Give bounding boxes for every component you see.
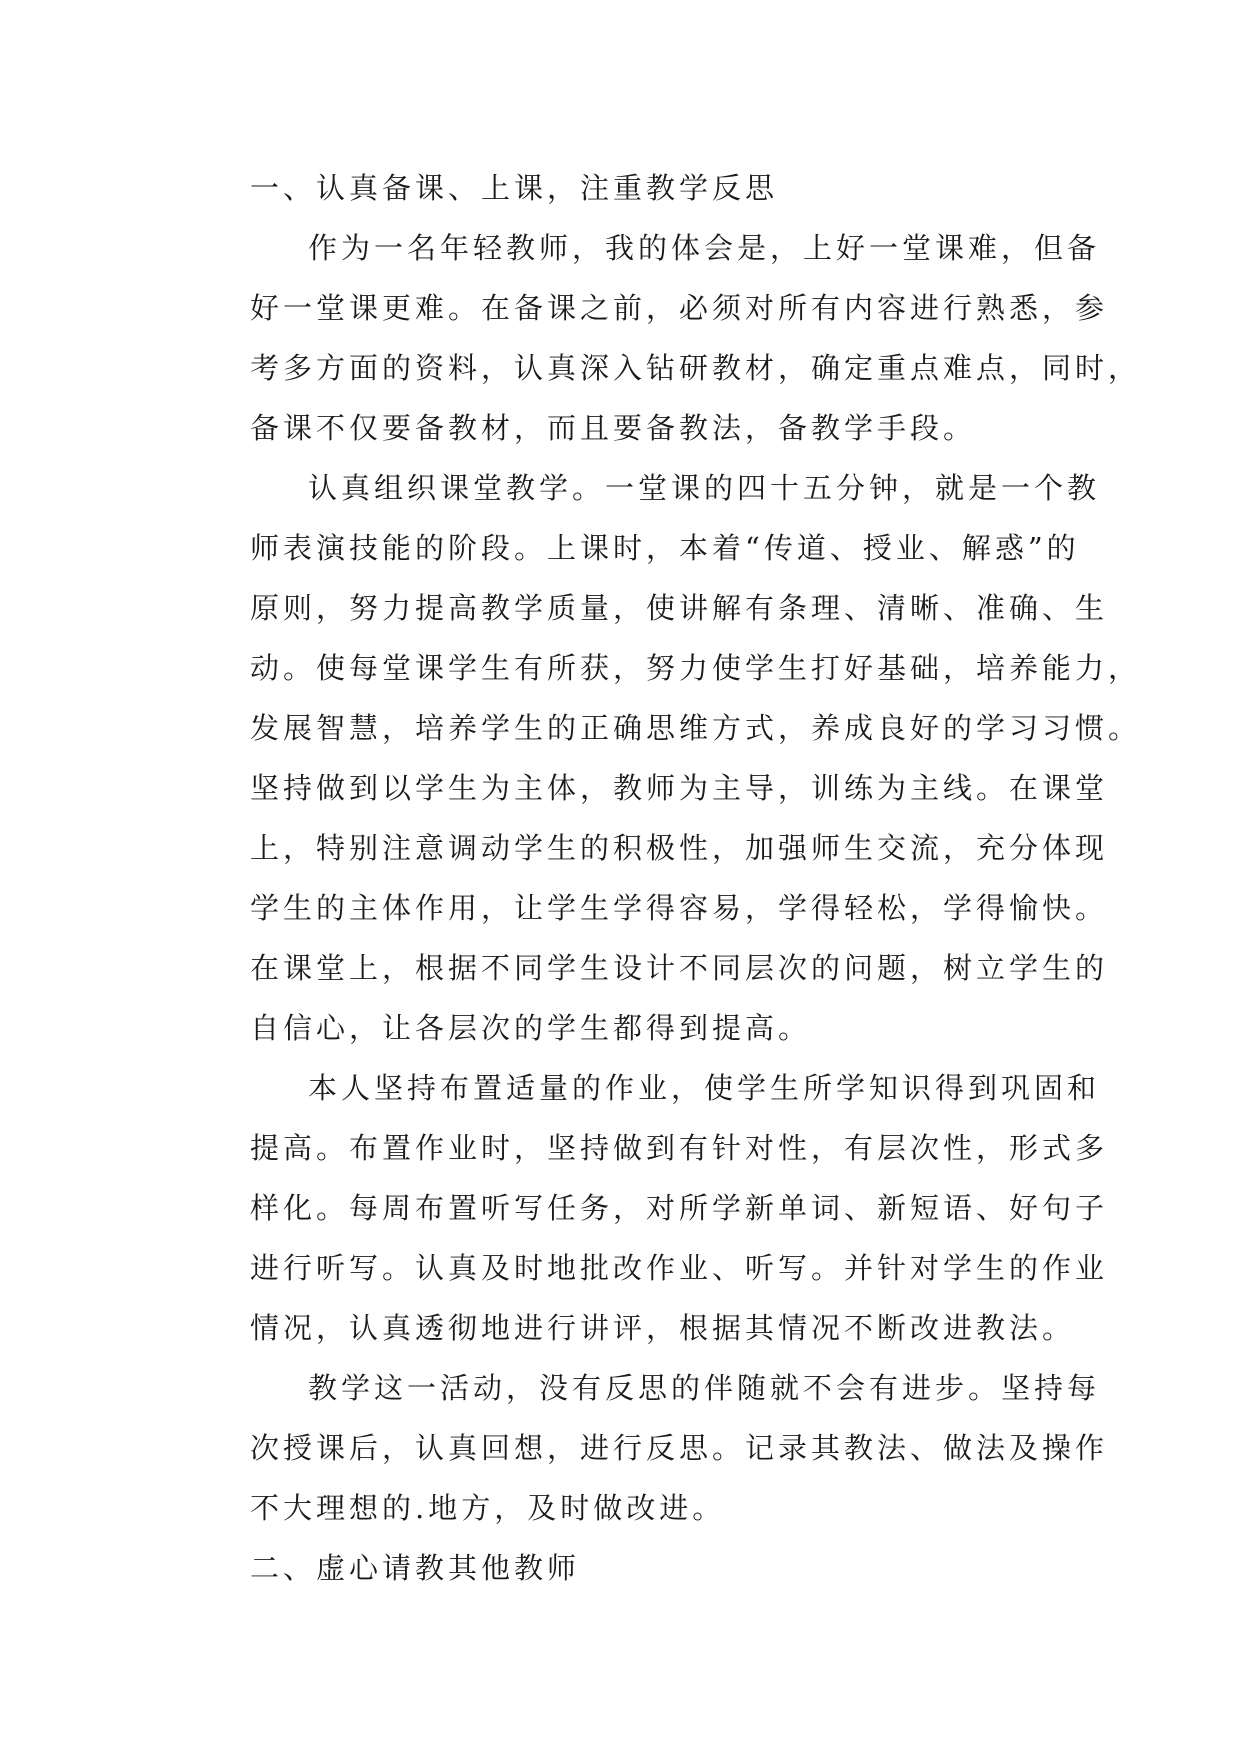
text-line: 情况，认真透彻地进行讲评，根据其情况不断改进教法。	[250, 1311, 1076, 1345]
text-line: 坚持做到以学生为主体，教师为主导，训练为主线。在课堂	[250, 771, 1109, 805]
text-line: 动。使每堂课学生有所获，努力使学生打好基础，培养能力，	[250, 651, 1142, 685]
text-line: 本人坚持布置适量的作业，使学生所学知识得到巩固和	[308, 1071, 1101, 1105]
text-line: 上，特别注意调动学生的积极性，加强师生交流，充分体现	[250, 831, 1109, 865]
paragraph-reflection	[192, 1358, 1109, 1538]
text-line: 作为一名年轻教师，我的体会是，上好一堂课难，但备	[308, 231, 1101, 265]
text-line: 提高。布置作业时，坚持做到有针对性，有层次性，形式多	[250, 1131, 1109, 1165]
text-line: 在课堂上，根据不同学生设计不同层次的问题，树立学生的	[250, 951, 1109, 985]
section-heading-1	[192, 158, 1052, 218]
text-line: 次授课后，认真回想，进行反思。记录其教法、做法及操作	[250, 1431, 1109, 1465]
document-body	[192, 158, 1142, 1598]
text-line: 不大理想的.地方，及时做改进。	[250, 1491, 726, 1525]
text-line: 认真组织课堂教学。一堂课的四十五分钟，就是一个教	[308, 471, 1101, 505]
text-line: 学生的主体作用，让学生学得容易，学得轻松，学得愉快。	[250, 891, 1109, 925]
text-line: 原则，努力提高教学质量，使讲解有条理、清晰、准确、生	[250, 591, 1109, 625]
text-line: 发展智慧，培养学生的正确思维方式，养成良好的学习习惯。	[250, 711, 1142, 745]
text-line: 师表演技能的阶段。上课时，本着“传道、授业、解惑”的	[250, 531, 1080, 565]
text-line: 样化。每周布置听写任务，对所学新单词、新短语、好句子	[250, 1191, 1109, 1225]
text-line: 一、认真备课、上课，注重教学反思	[250, 171, 779, 205]
section-heading-2	[192, 1538, 1052, 1598]
text-line: 备课不仅要备教材，而且要备教法，备教学手段。	[250, 411, 977, 445]
text-line: 进行听写。认真及时地批改作业、听写。并针对学生的作业	[250, 1251, 1109, 1285]
text-line: 考多方面的资料，认真深入钻研教材，确定重点难点，同时，	[250, 351, 1142, 385]
text-line: 教学这一活动，没有反思的伴随就不会有进步。坚持每	[308, 1371, 1101, 1405]
text-line: 自信心，让各层次的学生都得到提高。	[250, 1011, 812, 1045]
paragraph-homework	[192, 1058, 1109, 1358]
text-line: 二、虚心请教其他教师	[250, 1551, 581, 1585]
paragraph-classroom-teaching	[192, 458, 1142, 1058]
paragraph-lesson-preparation	[192, 218, 1142, 458]
text-line: 好一堂课更难。在备课之前，必须对所有内容进行熟悉，参	[250, 291, 1109, 325]
